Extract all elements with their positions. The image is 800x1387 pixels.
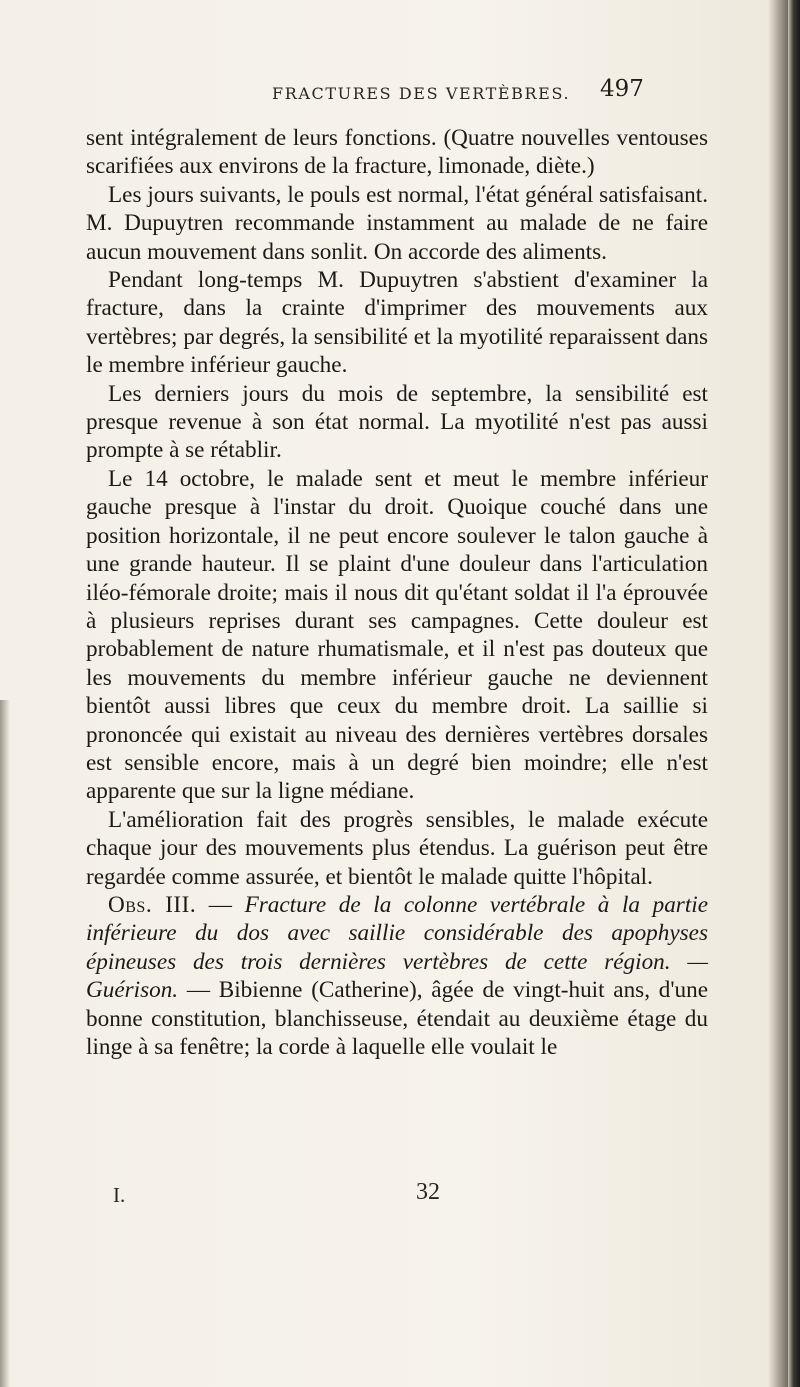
paragraph-continued: sent intégralement de leurs fonctions. (Quatre nouvelles ventouses scarifiées aux environs de la fracture, limonade, diète.) <box>86 125 708 180</box>
book-spine-edge <box>788 0 800 1387</box>
page-footer <box>0 1179 800 1213</box>
observation-dash: — <box>196 891 245 918</box>
paragraph: Pendant long-temps M. Dupuytren s'abstient d'examiner la fracture, dans la crainte d'imprimer des mouvements aux vertèbres; par degrés, la sensibilité et la myotilité reparaissent dans le membre inférieur gauche. <box>86 267 708 379</box>
body-text <box>86 124 708 1061</box>
signature-letter: I. <box>113 1183 126 1207</box>
paragraph: Le 14 octobre, le malade sent et meut le membre inférieur gauche presque à l'instar du droit. Quoique couché dans une position horizontale, il ne peut encore soulever le talon gauche à une grande hauteur. Il se plaint d'une douleur dans l'articulation iléo-fémorale droite; mais il nous dit qu'étant soldat il l'a éprouvée à plusieurs reprises durant ses campagnes. Cette douleur est probablement de nature rhumatismale, et il n'est pas douteux que les mouvements du membre inférieur gauche ne deviennent bientôt aussi libres que ceux du membre droit. La saillie si prononcée qui existait au niveau des dernières vertèbres dorsales est sensible encore, mais à un degré bien moindre; elle n'est apparente que sur la ligne médiane. <box>86 465 708 805</box>
observation-label: Obs. III. <box>108 891 197 918</box>
signature-number: 32 <box>416 1179 440 1205</box>
running-head: FRACTURES DES VERTÈBRES. <box>272 84 571 103</box>
observation-title: Fracture de la colonne vertébrale à la partie inférieure du dos avec saillie considérable des apophyses épineuses des trois dernières vertèbres de cette région. — Guérison. <box>86 891 709 1004</box>
observation-paragraph <box>86 891 708 1061</box>
paragraph: Les derniers jours du mois de septembre, la sensibilité est presque revenue à son état normal. La myotilité n'est pas aussi prompte à se rétablir. <box>86 380 708 464</box>
paragraph: Les jours suivants, le pouls est normal, l'état général satisfaisant. M. Dupuytren recommande instamment au malade de ne faire aucun mouvement dans sonlit. On accorde des aliments. <box>86 181 708 265</box>
page-header <box>0 76 800 116</box>
observation-text: — Bibienne (Catherine), âgée de vingt-huit ans, d'une bonne constitution, blanchisseuse, étendait au deuxième étage du linge à sa fenêtre; la corde à laquelle elle voulait le <box>86 977 708 1060</box>
page-number: 497 <box>600 76 644 102</box>
paragraph: L'amélioration fait des progrès sensibles, le malade exécute chaque jour des mouvements plus étendus. La guérison peut être regardée comme assurée, et bientôt le malade quitte l'hôpital. <box>86 806 708 890</box>
page-edge-shadow <box>0 700 10 1387</box>
